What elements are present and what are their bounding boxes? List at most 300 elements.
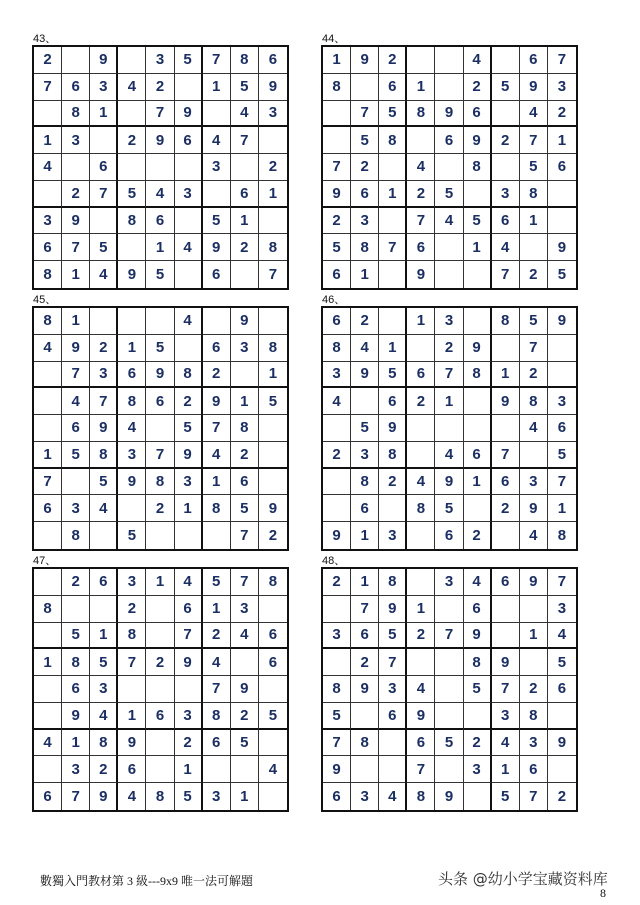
sudoku-cell: 7 xyxy=(231,127,259,154)
sudoku-cell xyxy=(175,154,203,181)
sudoku-cell xyxy=(146,522,174,549)
sudoku-cell: 3 xyxy=(351,442,379,469)
sudoku-cell: 9 xyxy=(175,649,203,676)
sudoku-cell xyxy=(34,388,62,415)
sudoku-cell: 5 xyxy=(435,181,463,208)
sudoku-cell: 2 xyxy=(231,234,259,261)
sudoku-cell: 6 xyxy=(520,47,548,74)
sudoku-cell: 8 xyxy=(203,703,231,730)
sudoku-cell: 8 xyxy=(379,569,407,596)
sudoku-cell: 6 xyxy=(435,522,463,549)
sudoku-cell xyxy=(203,101,231,128)
sudoku-cell xyxy=(231,154,259,181)
sudoku-cell: 6 xyxy=(407,362,435,389)
sudoku-grid xyxy=(32,567,289,812)
sudoku-cell: 8 xyxy=(62,649,90,676)
sudoku-cell: 9 xyxy=(464,127,492,154)
sudoku-cell: 1 xyxy=(175,756,203,783)
sudoku-cell: 8 xyxy=(146,783,174,810)
sudoku-cell: 4 xyxy=(259,756,287,783)
sudoku-cell: 1 xyxy=(407,74,435,101)
sudoku-cell xyxy=(62,596,90,623)
sudoku-cell: 4 xyxy=(492,234,520,261)
sudoku-cell: 4 xyxy=(90,261,118,288)
sudoku-cell: 8 xyxy=(34,261,62,288)
sudoku-cell: 7 xyxy=(62,362,90,389)
sudoku-cell xyxy=(146,415,174,442)
sudoku-cell xyxy=(379,208,407,235)
sudoku-cell: 8 xyxy=(34,596,62,623)
sudoku-cell xyxy=(259,676,287,703)
sudoku-cell xyxy=(259,208,287,235)
sudoku-cell: 1 xyxy=(90,101,118,128)
sudoku-cell xyxy=(435,261,463,288)
sudoku-cell: 9 xyxy=(203,388,231,415)
sudoku-cell: 5 xyxy=(548,442,576,469)
sudoku-cell: 9 xyxy=(351,676,379,703)
sudoku-cell: 8 xyxy=(464,649,492,676)
sudoku-cell: 9 xyxy=(351,47,379,74)
sudoku-cell: 8 xyxy=(231,47,259,74)
sudoku-cell xyxy=(146,154,174,181)
sudoku-cell: 9 xyxy=(464,623,492,650)
puzzle-label: 43、 xyxy=(33,33,57,45)
sudoku-cell: 8 xyxy=(62,522,90,549)
sudoku-cell: 3 xyxy=(175,703,203,730)
sudoku-cell: 6 xyxy=(146,208,174,235)
sudoku-cell xyxy=(34,101,62,128)
sudoku-cell xyxy=(118,308,146,335)
sudoku-cell: 2 xyxy=(203,362,231,389)
sudoku-cell: 7 xyxy=(379,649,407,676)
sudoku-grid xyxy=(321,306,578,551)
sudoku-cell: 3 xyxy=(492,703,520,730)
sudoku-cell xyxy=(259,308,287,335)
sudoku-cell xyxy=(34,522,62,549)
sudoku-cell xyxy=(175,676,203,703)
sudoku-cell xyxy=(520,649,548,676)
sudoku-cell: 3 xyxy=(90,676,118,703)
sudoku-cell: 6 xyxy=(231,181,259,208)
sudoku-cell xyxy=(323,415,351,442)
sudoku-cell: 3 xyxy=(351,208,379,235)
sudoku-cell: 1 xyxy=(146,234,174,261)
sudoku-cell: 2 xyxy=(464,522,492,549)
sudoku-cell: 9 xyxy=(231,308,259,335)
sudoku-cell: 1 xyxy=(379,181,407,208)
sudoku-cell: 5 xyxy=(259,388,287,415)
sudoku-cell: 6 xyxy=(259,47,287,74)
sudoku-cell: 6 xyxy=(379,388,407,415)
sudoku-cell: 2 xyxy=(90,756,118,783)
sudoku-cell: 1 xyxy=(118,703,146,730)
sudoku-cell xyxy=(351,388,379,415)
sudoku-cell: 6 xyxy=(118,362,146,389)
sudoku-cell xyxy=(464,308,492,335)
sudoku-cell xyxy=(435,234,463,261)
sudoku-cell: 9 xyxy=(464,335,492,362)
sudoku-cell: 5 xyxy=(351,415,379,442)
sudoku-cell: 2 xyxy=(175,388,203,415)
sudoku-cell: 2 xyxy=(268,527,278,545)
sudoku-cell: 5 xyxy=(175,415,203,442)
sudoku-cell: 8 xyxy=(259,335,287,362)
sudoku-cell: 5 xyxy=(492,783,520,810)
sudoku-cell: 4 xyxy=(520,522,548,549)
sudoku-cell: 3 xyxy=(175,181,203,208)
sudoku-cell: 7 xyxy=(146,442,174,469)
sudoku-cell: 1 xyxy=(34,127,62,154)
sudoku-cell: 5 xyxy=(379,362,407,389)
sudoku-cell xyxy=(62,469,90,496)
sudoku-cell: 7 xyxy=(492,676,520,703)
sudoku-cell xyxy=(407,522,435,549)
sudoku-cell: 1 xyxy=(146,569,174,596)
sudoku-cell: 8 xyxy=(118,388,146,415)
sudoku-cell: 2 xyxy=(548,101,576,128)
sudoku-cell: 3 xyxy=(548,388,576,415)
sudoku-cell: 4 xyxy=(90,495,118,522)
sudoku-cell: 8 xyxy=(351,730,379,757)
sudoku-cell: 8 xyxy=(118,208,146,235)
sudoku-cell: 3 xyxy=(548,74,576,101)
sudoku-cell: 7 xyxy=(435,623,463,650)
sudoku-cell: 9 xyxy=(435,101,463,128)
sudoku-cell xyxy=(90,208,118,235)
sudoku-cell xyxy=(259,783,287,810)
sudoku-cell: 2 xyxy=(323,208,351,235)
sudoku-puzzle-44 xyxy=(321,33,578,290)
footer-title: 數獨入門教材第 3 級---9x9 唯一法可解題 xyxy=(40,874,253,888)
sudoku-cell: 3 xyxy=(62,756,90,783)
sudoku-cell: 3 xyxy=(146,47,174,74)
sudoku-cell: 4 xyxy=(407,469,435,496)
sudoku-cell: 2 xyxy=(118,127,146,154)
sudoku-cell: 6 xyxy=(435,127,463,154)
sudoku-cell: 6 xyxy=(62,676,90,703)
sudoku-cell: 6 xyxy=(351,181,379,208)
sudoku-cell: 7 xyxy=(34,469,62,496)
sudoku-cell: 8 xyxy=(379,442,407,469)
sudoku-cell: 3 xyxy=(379,676,407,703)
sudoku-cell xyxy=(407,127,435,154)
sudoku-cell: 5 xyxy=(351,127,379,154)
sudoku-cell xyxy=(323,596,351,623)
sudoku-cell: 9 xyxy=(492,649,520,676)
sudoku-cell xyxy=(231,756,259,783)
sudoku-cell: 3 xyxy=(203,154,231,181)
sudoku-cell: 2 xyxy=(323,442,351,469)
sudoku-cell: 8 xyxy=(118,623,146,650)
sudoku-cell: 7 xyxy=(548,469,576,496)
sudoku-cell: 5 xyxy=(379,101,407,128)
sudoku-cell: 4 xyxy=(203,127,231,154)
sudoku-cell: 1 xyxy=(323,47,351,74)
sudoku-cell: 6 xyxy=(203,730,231,757)
sudoku-cell: 8 xyxy=(90,442,118,469)
sudoku-puzzle-46 xyxy=(321,294,578,551)
sudoku-cell: 2 xyxy=(203,623,231,650)
sudoku-cell: 7 xyxy=(118,649,146,676)
sudoku-cell: 6 xyxy=(118,756,146,783)
sudoku-cell: 4 xyxy=(231,101,259,128)
sudoku-cell: 1 xyxy=(548,495,576,522)
sudoku-cell xyxy=(203,181,231,208)
sudoku-cell: 9 xyxy=(520,495,548,522)
sudoku-puzzle-45 xyxy=(32,294,289,551)
sudoku-cell: 2 xyxy=(146,495,174,522)
sudoku-cell: 2 xyxy=(520,676,548,703)
sudoku-cell: 9 xyxy=(90,783,118,810)
sudoku-cell: 7 xyxy=(175,623,203,650)
sudoku-cell: 4 xyxy=(175,308,203,335)
sudoku-cell: 6 xyxy=(548,154,576,181)
sudoku-cell: 5 xyxy=(464,676,492,703)
sudoku-cell: 9 xyxy=(259,495,287,522)
sudoku-cell: 9 xyxy=(62,335,90,362)
sudoku-cell: 7 xyxy=(34,74,62,101)
sudoku-cell: 8 xyxy=(231,415,259,442)
sudoku-cell: 3 xyxy=(435,569,463,596)
sudoku-cell xyxy=(203,756,231,783)
sudoku-cell: 2 xyxy=(118,596,146,623)
sudoku-cell: 3 xyxy=(62,495,90,522)
sudoku-cell: 4 xyxy=(435,442,463,469)
sudoku-cell: 6 xyxy=(464,596,492,623)
sudoku-cell xyxy=(492,101,520,128)
sudoku-cell: 8 xyxy=(407,783,435,810)
sudoku-cell xyxy=(175,261,203,288)
sudoku-cell: 2 xyxy=(351,649,379,676)
sudoku-cell: 7 xyxy=(203,676,231,703)
sudoku-cell: 6 xyxy=(407,730,435,757)
sudoku-cell: 1 xyxy=(407,596,435,623)
sudoku-grid xyxy=(321,567,578,812)
sudoku-cell: 2 xyxy=(231,442,259,469)
sudoku-cell: 9 xyxy=(146,127,174,154)
sudoku-cell: 1 xyxy=(492,756,520,783)
sudoku-cell: 1 xyxy=(407,308,435,335)
sudoku-cell xyxy=(464,783,492,810)
sudoku-cell: 3 xyxy=(231,596,259,623)
sudoku-cell xyxy=(34,181,62,208)
sudoku-cell: 2 xyxy=(90,335,118,362)
sudoku-cell: 7 xyxy=(231,569,259,596)
sudoku-cell: 2 xyxy=(464,74,492,101)
sudoku-cell: 5 xyxy=(520,154,548,181)
sudoku-cell: 6 xyxy=(203,335,231,362)
sudoku-cell: 4 xyxy=(34,335,62,362)
sudoku-cell: 2 xyxy=(351,154,379,181)
sudoku-cell: 1 xyxy=(34,649,62,676)
sudoku-puzzle-43 xyxy=(32,33,289,290)
sudoku-cell: 9 xyxy=(379,596,407,623)
sudoku-cell xyxy=(118,101,146,128)
sudoku-cell: 4 xyxy=(118,783,146,810)
sudoku-cell xyxy=(520,596,548,623)
sudoku-cell: 7 xyxy=(351,596,379,623)
sudoku-cell xyxy=(464,181,492,208)
sudoku-cell: 1 xyxy=(464,469,492,496)
sudoku-cell: 6 xyxy=(34,234,62,261)
sudoku-cell: 8 xyxy=(323,676,351,703)
sudoku-cell: 9 xyxy=(351,362,379,389)
sudoku-cell: 2 xyxy=(407,623,435,650)
sudoku-cell: 1 xyxy=(203,469,231,496)
sudoku-cell: 4 xyxy=(146,181,174,208)
sudoku-cell: 2 xyxy=(435,335,463,362)
sudoku-cell: 1 xyxy=(520,208,548,235)
sudoku-cell xyxy=(435,74,463,101)
sudoku-cell: 5 xyxy=(548,649,576,676)
sudoku-cell: 7 xyxy=(351,101,379,128)
sudoku-cell: 4 xyxy=(407,676,435,703)
sudoku-cell: 1 xyxy=(231,783,259,810)
sudoku-cell xyxy=(118,495,146,522)
sudoku-cell xyxy=(407,649,435,676)
sudoku-cell: 9 xyxy=(231,676,259,703)
sudoku-cell: 9 xyxy=(259,74,287,101)
sudoku-cell xyxy=(548,335,576,362)
sudoku-cell: 9 xyxy=(175,442,203,469)
sudoku-cell xyxy=(435,154,463,181)
sudoku-cell: 9 xyxy=(118,261,146,288)
sudoku-cell: 5 xyxy=(203,208,231,235)
sudoku-cell xyxy=(259,730,287,757)
sudoku-cell: 4 xyxy=(464,47,492,74)
sudoku-cell: 1 xyxy=(351,522,379,549)
sudoku-cell: 5 xyxy=(146,335,174,362)
sudoku-cell: 7 xyxy=(520,335,548,362)
sudoku-cell xyxy=(492,522,520,549)
sudoku-cell: 2 xyxy=(557,788,567,806)
sudoku-cell: 5 xyxy=(146,261,174,288)
sudoku-cell: 6 xyxy=(520,756,548,783)
sudoku-cell xyxy=(492,596,520,623)
sudoku-cell xyxy=(464,415,492,442)
sudoku-cell xyxy=(435,756,463,783)
sudoku-cell xyxy=(146,730,174,757)
sudoku-cell: 7 xyxy=(231,522,259,549)
sudoku-cell: 1 xyxy=(259,362,287,389)
sudoku-cell: 9 xyxy=(323,181,351,208)
sudoku-cell: 9 xyxy=(90,47,118,74)
sudoku-cell xyxy=(548,208,576,235)
sudoku-grid xyxy=(32,306,289,551)
sudoku-cell xyxy=(90,308,118,335)
sudoku-cell: 9 xyxy=(520,74,548,101)
page-number: 8 xyxy=(600,886,606,900)
sudoku-cell xyxy=(351,703,379,730)
sudoku-cell xyxy=(379,261,407,288)
sudoku-cell: 6 xyxy=(62,74,90,101)
sudoku-cell xyxy=(62,47,90,74)
sudoku-cell xyxy=(379,154,407,181)
sudoku-cell: 2 xyxy=(323,569,351,596)
sudoku-cell xyxy=(323,101,351,128)
sudoku-cell: 9 xyxy=(492,388,520,415)
sudoku-cell: 2 xyxy=(407,181,435,208)
sudoku-cell: 8 xyxy=(464,154,492,181)
sudoku-cell: 2 xyxy=(407,388,435,415)
sudoku-cell: 3 xyxy=(323,362,351,389)
sudoku-cell: 1 xyxy=(118,335,146,362)
sudoku-cell: 2 xyxy=(379,469,407,496)
sudoku-cell: 6 xyxy=(323,261,351,288)
sudoku-cell: 9 xyxy=(90,415,118,442)
sudoku-cell: 5 xyxy=(90,234,118,261)
sudoku-cell: 1 xyxy=(62,730,90,757)
sudoku-cell xyxy=(464,261,492,288)
sudoku-cell: 5 xyxy=(118,522,146,549)
sudoku-cell: 9 xyxy=(62,703,90,730)
sudoku-cell xyxy=(118,47,146,74)
sudoku-cell: 8 xyxy=(557,527,567,545)
sudoku-cell: 3 xyxy=(90,74,118,101)
sudoku-cell: 3 xyxy=(520,730,548,757)
sudoku-cell: 6 xyxy=(548,415,576,442)
sudoku-cell xyxy=(379,756,407,783)
sudoku-cell xyxy=(492,335,520,362)
sudoku-cell: 8 xyxy=(259,234,287,261)
sudoku-cell: 4 xyxy=(118,415,146,442)
sudoku-cell: 6 xyxy=(379,74,407,101)
sudoku-cell: 4 xyxy=(520,101,548,128)
sudoku-cell: 9 xyxy=(520,569,548,596)
sudoku-cell: 1 xyxy=(259,181,287,208)
sudoku-puzzle-48 xyxy=(321,555,578,812)
sudoku-cell: 1 xyxy=(520,623,548,650)
sudoku-cell xyxy=(175,74,203,101)
sudoku-cell: 3 xyxy=(379,522,407,549)
sudoku-cell xyxy=(118,234,146,261)
sudoku-cell: 9 xyxy=(323,522,351,549)
watermark: 头条 @幼小学宝藏资料库 xyxy=(438,870,608,888)
sudoku-cell: 9 xyxy=(548,730,576,757)
sudoku-cell: 3 xyxy=(118,442,146,469)
sudoku-cell: 1 xyxy=(203,74,231,101)
sudoku-cell: 8 xyxy=(520,181,548,208)
sudoku-cell xyxy=(548,362,576,389)
sudoku-cell xyxy=(90,522,118,549)
sudoku-cell xyxy=(259,596,287,623)
sudoku-cell xyxy=(259,127,287,154)
sudoku-cell: 6 xyxy=(62,415,90,442)
sudoku-cell: 7 xyxy=(492,261,520,288)
sudoku-cell: 9 xyxy=(407,261,435,288)
sudoku-cell xyxy=(323,649,351,676)
sudoku-cell xyxy=(407,569,435,596)
sudoku-cell xyxy=(407,442,435,469)
sudoku-cell: 8 xyxy=(520,703,548,730)
sudoku-cell xyxy=(548,703,576,730)
sudoku-cell: 8 xyxy=(492,308,520,335)
sudoku-cell: 5 xyxy=(435,495,463,522)
sudoku-cell: 2 xyxy=(520,362,548,389)
sudoku-cell: 3 xyxy=(548,596,576,623)
sudoku-cell: 9 xyxy=(407,703,435,730)
sudoku-cell: 3 xyxy=(231,335,259,362)
sudoku-cell: 7 xyxy=(407,208,435,235)
sudoku-cell: 1 xyxy=(62,308,90,335)
sudoku-cell: 6 xyxy=(90,569,118,596)
sudoku-cell: 4 xyxy=(175,234,203,261)
sudoku-cell: 7 xyxy=(90,388,118,415)
sudoku-cell: 2 xyxy=(259,154,287,181)
sudoku-cell xyxy=(379,495,407,522)
sudoku-cell: 2 xyxy=(175,730,203,757)
sudoku-cell: 5 xyxy=(118,181,146,208)
